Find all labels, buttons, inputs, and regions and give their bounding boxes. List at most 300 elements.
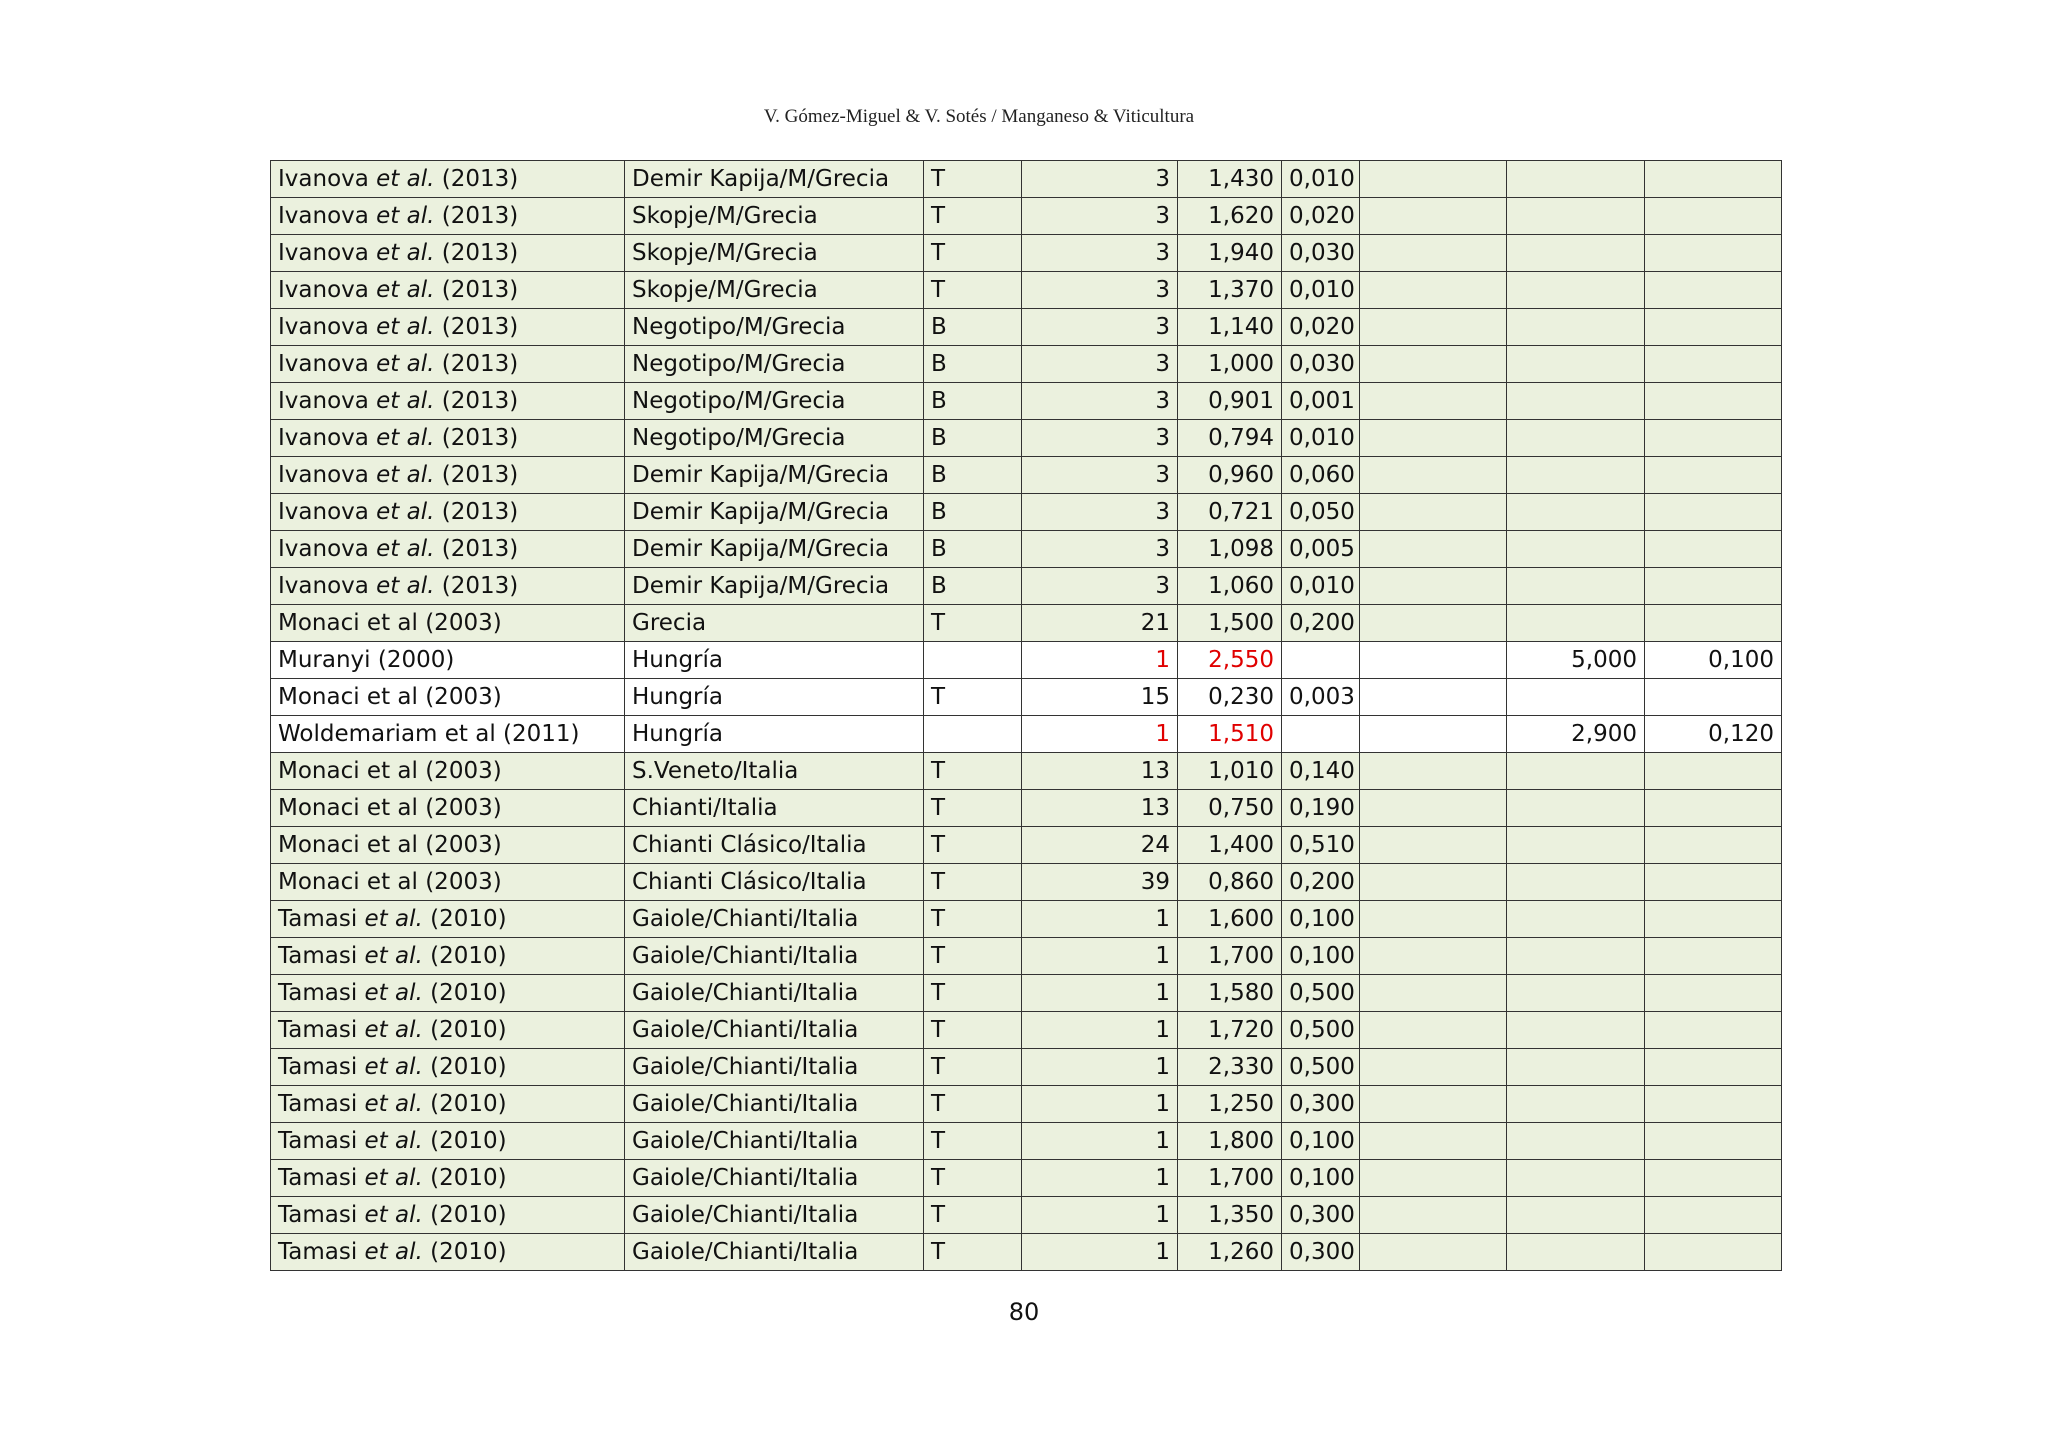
cell-col-7 [1360, 309, 1507, 346]
ref-author: Tamasi [278, 1091, 365, 1117]
cell-n: 15 [1022, 679, 1178, 716]
cell-col-9 [1645, 309, 1782, 346]
cell-value-1: 1,250 [1178, 1086, 1282, 1123]
cell-type: T [924, 198, 1022, 235]
cell-location: Skopje/M/Grecia [625, 235, 924, 272]
ref-etal: et al. [376, 425, 435, 451]
cell-col-7 [1360, 161, 1507, 198]
cell-col-7 [1360, 753, 1507, 790]
cell-value-1: 1,600 [1178, 901, 1282, 938]
cell-col-9 [1645, 383, 1782, 420]
cell-type: T [924, 235, 1022, 272]
cell-n: 3 [1022, 420, 1178, 457]
cell-col-8 [1507, 827, 1645, 864]
cell-type: B [924, 420, 1022, 457]
cell-reference [271, 753, 625, 790]
cell-col-8 [1507, 494, 1645, 531]
cell-value-2: 0,003 [1282, 679, 1360, 716]
cell-col-7 [1360, 901, 1507, 938]
cell-col-9 [1645, 494, 1782, 531]
ref-etal: et al. [364, 1128, 423, 1154]
cell-value-2: 0,020 [1282, 198, 1360, 235]
cell-value-1: 1,700 [1178, 1160, 1282, 1197]
ref-etal: et al. [376, 573, 435, 599]
cell-reference [271, 975, 625, 1012]
cell-col-7 [1360, 1197, 1507, 1234]
page-number: 80 [1008, 1298, 1040, 1326]
cell-type: T [924, 1049, 1022, 1086]
cell-value-1: 1,500 [1178, 605, 1282, 642]
cell-value-2: 0,140 [1282, 753, 1360, 790]
cell-type: T [924, 272, 1022, 309]
cell-reference [271, 1123, 625, 1160]
cell-location: Gaiole/Chianti/Italia [625, 1234, 924, 1271]
table-row [271, 1049, 1782, 1086]
cell-location: Negotipo/M/Grecia [625, 309, 924, 346]
cell-value-2: 0,005 [1282, 531, 1360, 568]
ref-author: Monaci et al (2003) [278, 869, 502, 895]
cell-col-9 [1645, 457, 1782, 494]
table-row [271, 1123, 1782, 1160]
ref-author: Tamasi [278, 1165, 365, 1191]
cell-value-1: 2,330 [1178, 1049, 1282, 1086]
cell-n: 1 [1022, 975, 1178, 1012]
ref-author: Monaci et al (2003) [278, 832, 502, 858]
table-row [271, 975, 1782, 1012]
cell-reference [271, 716, 625, 753]
cell-n: 1 [1022, 901, 1178, 938]
cell-col-8 [1507, 1123, 1645, 1160]
cell-reference [271, 1012, 625, 1049]
cell-type: T [924, 827, 1022, 864]
cell-type: T [924, 864, 1022, 901]
table-row [271, 383, 1782, 420]
ref-author: Ivanova [278, 240, 377, 266]
table-row [271, 901, 1782, 938]
cell-col-8 [1507, 1160, 1645, 1197]
cell-value-2: 0,200 [1282, 605, 1360, 642]
cell-location: Negotipo/M/Grecia [625, 420, 924, 457]
ref-etal: et al. [376, 536, 435, 562]
cell-type: T [924, 1197, 1022, 1234]
cell-location: Skopje/M/Grecia [625, 272, 924, 309]
ref-etal: et al. [364, 1202, 423, 1228]
table-row [271, 198, 1782, 235]
cell-reference [271, 642, 625, 679]
cell-location: Hungría [625, 716, 924, 753]
cell-reference [271, 198, 625, 235]
cell-col-8 [1507, 938, 1645, 975]
cell-value-1: 1,010 [1178, 753, 1282, 790]
cell-location: Gaiole/Chianti/Italia [625, 1049, 924, 1086]
ref-author: Monaci et al (2003) [278, 758, 502, 784]
cell-location: Skopje/M/Grecia [625, 198, 924, 235]
cell-reference [271, 346, 625, 383]
ref-author: Tamasi [278, 1128, 365, 1154]
ref-year: (2013) [434, 425, 519, 451]
cell-type: B [924, 494, 1022, 531]
cell-col-8 [1507, 790, 1645, 827]
cell-location: S.Veneto/Italia [625, 753, 924, 790]
ref-author: Ivanova [278, 388, 377, 414]
cell-location: Grecia [625, 605, 924, 642]
ref-etal: et al. [364, 1091, 423, 1117]
cell-col-9 [1645, 753, 1782, 790]
cell-value-1: 0,860 [1178, 864, 1282, 901]
cell-col-9 [1645, 1012, 1782, 1049]
cell-type: T [924, 790, 1022, 827]
cell-col-8 [1507, 864, 1645, 901]
table-row [271, 1012, 1782, 1049]
cell-value-2: 0,300 [1282, 1197, 1360, 1234]
cell-col-9 [1645, 272, 1782, 309]
cell-location: Gaiole/Chianti/Italia [625, 1012, 924, 1049]
cell-col-8 [1507, 1049, 1645, 1086]
cell-value-2: 0,010 [1282, 420, 1360, 457]
cell-type: T [924, 938, 1022, 975]
cell-type: B [924, 309, 1022, 346]
cell-reference [271, 1197, 625, 1234]
ref-etal: et al. [376, 314, 435, 340]
cell-col-8 [1507, 198, 1645, 235]
ref-year: (2010) [422, 943, 507, 969]
cell-value-1: 1,060 [1178, 568, 1282, 605]
ref-etal: et al. [376, 240, 435, 266]
cell-col-8 [1507, 161, 1645, 198]
ref-year: (2010) [422, 1165, 507, 1191]
cell-value-2: 0,100 [1282, 901, 1360, 938]
cell-location: Demir Kapija/M/Grecia [625, 531, 924, 568]
cell-type: T [924, 1234, 1022, 1271]
cell-col-8: 2,900 [1507, 716, 1645, 753]
ref-author: Muranyi (2000) [278, 647, 455, 673]
ref-etal: et al. [364, 1017, 423, 1043]
cell-col-9: 0,100 [1645, 642, 1782, 679]
cell-col-7 [1360, 235, 1507, 272]
cell-value-1: 1,260 [1178, 1234, 1282, 1271]
cell-value-1: 0,230 [1178, 679, 1282, 716]
ref-author: Monaci et al (2003) [278, 610, 502, 636]
cell-value-1: 1,800 [1178, 1123, 1282, 1160]
cell-reference [271, 1086, 625, 1123]
cell-col-9 [1645, 679, 1782, 716]
ref-author: Ivanova [278, 277, 377, 303]
cell-value-1: 0,960 [1178, 457, 1282, 494]
table-row [271, 531, 1782, 568]
cell-type: T [924, 679, 1022, 716]
cell-col-9 [1645, 790, 1782, 827]
cell-col-8 [1507, 975, 1645, 1012]
cell-type: T [924, 1012, 1022, 1049]
cell-value-2: 0,001 [1282, 383, 1360, 420]
cell-reference [271, 494, 625, 531]
table-row [271, 235, 1782, 272]
cell-type: B [924, 346, 1022, 383]
cell-col-7 [1360, 1012, 1507, 1049]
cell-reference [271, 679, 625, 716]
table-row [271, 790, 1782, 827]
cell-col-9 [1645, 235, 1782, 272]
cell-col-7 [1360, 938, 1507, 975]
cell-n: 21 [1022, 605, 1178, 642]
cell-value-1: 1,370 [1178, 272, 1282, 309]
ref-year: (2010) [422, 1202, 507, 1228]
cell-col-8 [1507, 235, 1645, 272]
ref-etal: et al. [364, 1165, 423, 1191]
ref-year: (2013) [434, 499, 519, 525]
ref-author: Monaci et al (2003) [278, 795, 502, 821]
cell-value-2: 0,100 [1282, 1160, 1360, 1197]
cell-n: 3 [1022, 161, 1178, 198]
cell-location: Gaiole/Chianti/Italia [625, 938, 924, 975]
cell-col-8 [1507, 568, 1645, 605]
cell-col-9 [1645, 420, 1782, 457]
cell-location: Negotipo/M/Grecia [625, 383, 924, 420]
cell-value-2: 0,020 [1282, 309, 1360, 346]
cell-location: Chianti Clásico/Italia [625, 827, 924, 864]
cell-col-8 [1507, 605, 1645, 642]
table-row [271, 457, 1782, 494]
cell-type: T [924, 605, 1022, 642]
cell-value-1: 1,140 [1178, 309, 1282, 346]
ref-etal: et al. [376, 499, 435, 525]
cell-value-2: 0,050 [1282, 494, 1360, 531]
cell-location: Demir Kapija/M/Grecia [625, 494, 924, 531]
cell-col-7 [1360, 531, 1507, 568]
cell-n: 3 [1022, 346, 1178, 383]
ref-etal: et al. [376, 388, 435, 414]
cell-col-7 [1360, 864, 1507, 901]
ref-year: (2013) [434, 166, 519, 192]
cell-value-1: 1,000 [1178, 346, 1282, 383]
cell-type: T [924, 1123, 1022, 1160]
ref-author: Tamasi [278, 943, 365, 969]
cell-type: B [924, 457, 1022, 494]
cell-value-2: 0,300 [1282, 1234, 1360, 1271]
cell-value-1: 1,580 [1178, 975, 1282, 1012]
cell-col-9 [1645, 901, 1782, 938]
cell-reference [271, 383, 625, 420]
cell-col-9 [1645, 198, 1782, 235]
ref-year: (2013) [434, 388, 519, 414]
cell-reference [271, 901, 625, 938]
cell-n: 24 [1022, 827, 1178, 864]
cell-reference [271, 827, 625, 864]
cell-location: Demir Kapija/M/Grecia [625, 161, 924, 198]
table-row [271, 1197, 1782, 1234]
running-header: V. Gómez-Miguel & V. Sotés / Manganeso & Viticultura [763, 106, 1195, 127]
cell-reference [271, 605, 625, 642]
cell-col-7 [1360, 420, 1507, 457]
cell-col-9 [1645, 938, 1782, 975]
cell-reference [271, 531, 625, 568]
cell-reference [271, 938, 625, 975]
ref-author: Tamasi [278, 1202, 365, 1228]
table-row [271, 494, 1782, 531]
cell-location: Chianti/Italia [625, 790, 924, 827]
table-row [271, 1086, 1782, 1123]
cell-n: 1 [1022, 1086, 1178, 1123]
cell-n: 1 [1022, 1049, 1178, 1086]
cell-type: B [924, 568, 1022, 605]
table-row [271, 716, 1782, 753]
cell-n: 3 [1022, 383, 1178, 420]
cell-col-8 [1507, 1197, 1645, 1234]
cell-n: 1 [1022, 1160, 1178, 1197]
cell-location: Demir Kapija/M/Grecia [625, 457, 924, 494]
cell-value-2: 0,060 [1282, 457, 1360, 494]
cell-col-9 [1645, 568, 1782, 605]
cell-col-7 [1360, 568, 1507, 605]
cell-type: T [924, 161, 1022, 198]
cell-value-1: 1,430 [1178, 161, 1282, 198]
cell-col-8 [1507, 901, 1645, 938]
cell-value-2: 0,030 [1282, 346, 1360, 383]
cell-type: T [924, 1160, 1022, 1197]
cell-col-8 [1507, 383, 1645, 420]
ref-year: (2013) [434, 240, 519, 266]
ref-author: Ivanova [278, 499, 377, 525]
ref-year: (2010) [422, 1054, 507, 1080]
ref-author: Ivanova [278, 536, 377, 562]
cell-value-2: 0,190 [1282, 790, 1360, 827]
cell-type [924, 716, 1022, 753]
cell-n: 1 [1022, 1234, 1178, 1271]
cell-col-7 [1360, 272, 1507, 309]
cell-type: T [924, 901, 1022, 938]
cell-col-9 [1645, 827, 1782, 864]
cell-col-7 [1360, 346, 1507, 383]
cell-n: 3 [1022, 494, 1178, 531]
ref-author: Tamasi [278, 906, 365, 932]
cell-col-8 [1507, 420, 1645, 457]
ref-author: Ivanova [278, 203, 377, 229]
cell-col-9 [1645, 605, 1782, 642]
ref-etal: et al. [376, 166, 435, 192]
ref-year: (2010) [422, 1091, 507, 1117]
cell-value-2 [1282, 716, 1360, 753]
cell-value-1: 1,350 [1178, 1197, 1282, 1234]
cell-col-9 [1645, 1049, 1782, 1086]
cell-value-2 [1282, 642, 1360, 679]
cell-value-1: 2,550 [1178, 642, 1282, 679]
cell-col-9 [1645, 864, 1782, 901]
table-row [271, 568, 1782, 605]
cell-n: 39 [1022, 864, 1178, 901]
cell-type [924, 642, 1022, 679]
ref-year: (2013) [434, 462, 519, 488]
ref-etal: et al. [376, 277, 435, 303]
ref-etal: et al. [364, 1054, 423, 1080]
cell-reference [271, 1160, 625, 1197]
cell-value-1: 1,620 [1178, 198, 1282, 235]
ref-author: Ivanova [278, 462, 377, 488]
cell-col-8 [1507, 531, 1645, 568]
ref-etal: et al. [364, 943, 423, 969]
cell-col-9 [1645, 1197, 1782, 1234]
cell-col-7 [1360, 1049, 1507, 1086]
cell-location: Gaiole/Chianti/Italia [625, 1197, 924, 1234]
cell-n: 3 [1022, 309, 1178, 346]
cell-reference [271, 790, 625, 827]
table-body [271, 161, 1782, 1271]
cell-location: Gaiole/Chianti/Italia [625, 975, 924, 1012]
cell-col-9 [1645, 1086, 1782, 1123]
table-row [271, 642, 1782, 679]
cell-n: 1 [1022, 1012, 1178, 1049]
cell-reference [271, 272, 625, 309]
cell-location: Gaiole/Chianti/Italia [625, 1160, 924, 1197]
cell-reference [271, 1234, 625, 1271]
cell-value-2: 0,500 [1282, 1012, 1360, 1049]
cell-col-7 [1360, 975, 1507, 1012]
cell-location: Gaiole/Chianti/Italia [625, 1086, 924, 1123]
table-row [271, 1234, 1782, 1271]
cell-col-9 [1645, 346, 1782, 383]
cell-n: 3 [1022, 235, 1178, 272]
cell-col-7 [1360, 1086, 1507, 1123]
ref-author: Ivanova [278, 166, 377, 192]
cell-value-1: 1,720 [1178, 1012, 1282, 1049]
ref-author: Tamasi [278, 1239, 365, 1265]
cell-col-7 [1360, 457, 1507, 494]
cell-value-2: 0,010 [1282, 161, 1360, 198]
cell-location: Gaiole/Chianti/Italia [625, 901, 924, 938]
cell-value-1: 1,700 [1178, 938, 1282, 975]
cell-value-1: 1,510 [1178, 716, 1282, 753]
cell-col-9 [1645, 161, 1782, 198]
cell-value-1: 0,721 [1178, 494, 1282, 531]
ref-etal: et al. [364, 1239, 423, 1265]
ref-author: Ivanova [278, 314, 377, 340]
cell-n: 1 [1022, 1123, 1178, 1160]
cell-n: 13 [1022, 753, 1178, 790]
ref-etal: et al. [376, 462, 435, 488]
cell-value-2: 0,010 [1282, 272, 1360, 309]
table-row [271, 753, 1782, 790]
ref-year: (2013) [434, 277, 519, 303]
cell-col-7 [1360, 605, 1507, 642]
cell-col-7 [1360, 1234, 1507, 1271]
cell-reference [271, 420, 625, 457]
cell-value-1: 0,901 [1178, 383, 1282, 420]
cell-type: B [924, 531, 1022, 568]
cell-n: 3 [1022, 198, 1178, 235]
table-row [271, 679, 1782, 716]
table-row [271, 309, 1782, 346]
cell-col-7 [1360, 679, 1507, 716]
table-row [271, 827, 1782, 864]
ref-year: (2013) [434, 573, 519, 599]
cell-reference [271, 457, 625, 494]
cell-col-7 [1360, 1123, 1507, 1160]
ref-author: Tamasi [278, 1054, 365, 1080]
cell-value-2: 0,300 [1282, 1086, 1360, 1123]
cell-col-8 [1507, 679, 1645, 716]
ref-etal: et al. [376, 351, 435, 377]
cell-col-8 [1507, 1234, 1645, 1271]
cell-value-2: 0,510 [1282, 827, 1360, 864]
cell-value-1: 1,940 [1178, 235, 1282, 272]
cell-reference [271, 1049, 625, 1086]
ref-year: (2013) [434, 203, 519, 229]
cell-n: 1 [1022, 1197, 1178, 1234]
cell-reference [271, 309, 625, 346]
cell-col-8 [1507, 309, 1645, 346]
cell-value-2: 0,100 [1282, 1123, 1360, 1160]
cell-value-1: 0,794 [1178, 420, 1282, 457]
cell-col-9 [1645, 531, 1782, 568]
